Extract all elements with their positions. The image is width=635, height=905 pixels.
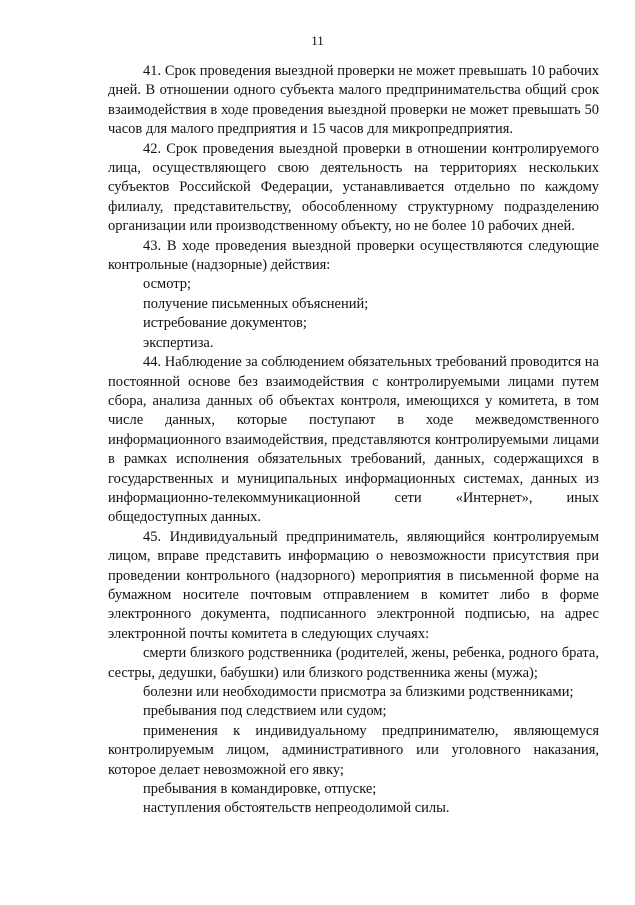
clause-45: 45. Индивидуальный предприниматель, являющийся контролируемым лицом, вправе представить информацию о невозможности присутствия при проведении контрольного (надзорного) мероприятия в письменной форме на бумажном носителе почтовым отправлением в комитет либо в форме электронного документа, подписанного электронной подписью, на адрес электронной почты комитета в следующих случаях: xyxy=(108,528,599,642)
clause-42: 42. Срок проведения выездной проверки в отношении контролируемого лица, осуществляющего свою деятельность на территориях нескольких субъектов Российской Федерации, устанавливается отдельно по каждому филиалу, представительству, обособленному структурному подразделению организации или производственному объекту, но не более 10 рабочих дней. xyxy=(108,140,599,235)
clause-45-item: применения к индивидуальному предпринимателю, являющемуся контролируемым лицом, административного или уголовного наказания, которое делает невозможной его явку; xyxy=(108,722,599,778)
clause-45-item: пребывания под следствием или судом; xyxy=(143,703,387,720)
clause-43: 43. В ходе проведения выездной проверки осуществляются следующие контрольные (надзорные) действия: xyxy=(108,237,599,274)
clause-43-item: истребование документов; xyxy=(143,315,307,332)
clause-45-item: смерти близкого родственника (родителей, жены, ребенка, родного брата, сестры, дедушки, бабушки) или близкого родственника жены (мужа); xyxy=(108,645,599,681)
document-body xyxy=(108,62,599,819)
page-number: 11 xyxy=(311,33,324,48)
clause-45-item: болезни или необходимости присмотра за близкими родственниками; xyxy=(143,684,574,700)
clause-41: 41. Срок проведения выездной проверки не может превышать 10 рабочих дней. В отношении одного субъекта малого предпринимательства общий срок взаимодействия в ходе проведения выездной проверки не может превышать 50 часов для малого предприятия и 15 часов для микропредприятия. xyxy=(108,63,599,138)
clause-43-item: экспертиза. xyxy=(143,334,214,351)
clause-43-item: получение письменных объяснений; xyxy=(143,295,369,312)
clause-44: 44. Наблюдение за соблюдением обязательных требований проводится на постоянной основе без взаимодействия с контролируемыми лицами путем сбора, анализа данных об объектах контроля, имеющихся у комитета, в том числе данных, которые поступают в ходе межведомственного информационного взаимодействия, представляются контролируемыми лицами в рамках исполнения обязательных требований, данных, содержащихся в государственных и муниципальных информационных системах, данных из информационно-телекоммуникационной сети «Интернет», иных общедоступных данных. xyxy=(108,354,599,526)
clause-45-item: пребывания в командировке, отпуске; xyxy=(143,781,377,798)
clause-43-item: осмотр; xyxy=(143,276,192,293)
clause-45-item: наступления обстоятельств непреодолимой силы. xyxy=(143,800,450,817)
